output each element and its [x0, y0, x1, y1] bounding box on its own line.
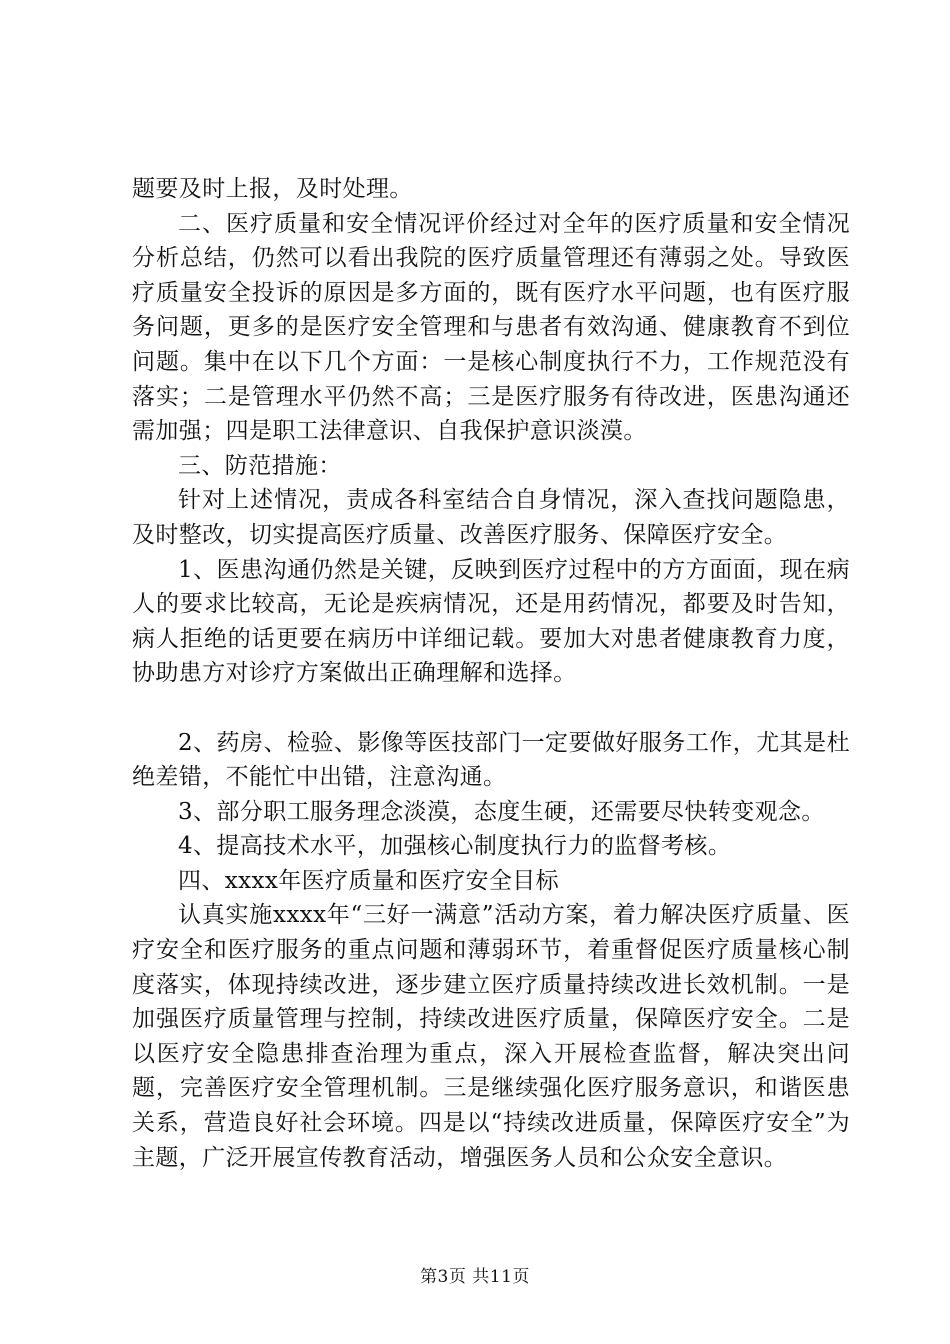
heading-goals: 四、xxxx年医疗质量和医疗安全目标	[178, 867, 560, 894]
list-item-3: 3、部分职工服务理念淡漠，态度生硬，还需要尽快转变观念。	[178, 798, 825, 825]
paragraph-quality-evaluation: 二、医疗质量和安全情况评价经过对全年的医疗质量和安全情况分析总结，仍然可以看出我院的医疗质量管理还有薄弱之处。导致医疗质量安全投诉的原因是多方面的，既有医疗水平问题，也有医疗服务问题，更多的是医疗安全管理和与患者有效沟通、健康教育不到位问题。集中在以下几个方面：一是核心制度执行不力，工作规范没有落实；二是管理水平仍然不高；三是医疗服务有待改进，医患沟通还需加强；四是职工法律意识、自我保护意识淡漠。	[132, 210, 850, 445]
paragraph-goals: 认真实施xxxx年“三好一满意”活动方案，着力解决医疗质量、医疗安全和医疗服务的重点问题和薄弱环节，着重督促医疗质量核心制度落实，体现持续改进，逐步建立医疗质量持续改进长效机制。一是加强医疗质量管理与控制，持续改进医疗质量，保障医疗安全。二是以医疗安全隐患排查治理为重点，深入开展检查监督，解决突出问题，完善医疗安全管理机制。三是继续强化医疗服务意识，和谐医患关系，营造良好社会环境。四是以“持续改进质量，保障医疗安全”为主题，广泛开展宣传教育活动，增强医务人员和公众安全意识。	[132, 902, 850, 1171]
paragraph-prevention-intro: 针对上述情况，责成各科室结合自身情况，深入查找问题隐患，及时整改，切实提高医疗质量、改善医疗服务、保障医疗安全。	[132, 487, 850, 548]
list-item-1: 1、医患沟通仍然是关键，反映到医疗过程中的方方面面，现在病人的要求比较高，无论是疾病情况，还是用药情况，都要及时告知，病人拒绝的话更要在病历中详细记载。要加大对患者健康教育力度，协助患方对诊疗方案做出正确理解和选择。	[132, 556, 850, 687]
list-item-4: 4、提高技术水平，加强核心制度执行力的监督考核。	[178, 833, 732, 860]
document-body	[132, 172, 850, 1175]
heading-prevention-measures: 三、防范措施：	[178, 452, 342, 479]
list-item-2: 2、药房、检验、影像等医技部门一定要做好服务工作，尤其是杜绝差错，不能忙中出错，注意沟通。	[132, 729, 850, 791]
paragraph-continuation: 题要及时上报，及时处理。	[132, 176, 413, 202]
page-number: 第3页 共11页	[420, 1267, 530, 1287]
